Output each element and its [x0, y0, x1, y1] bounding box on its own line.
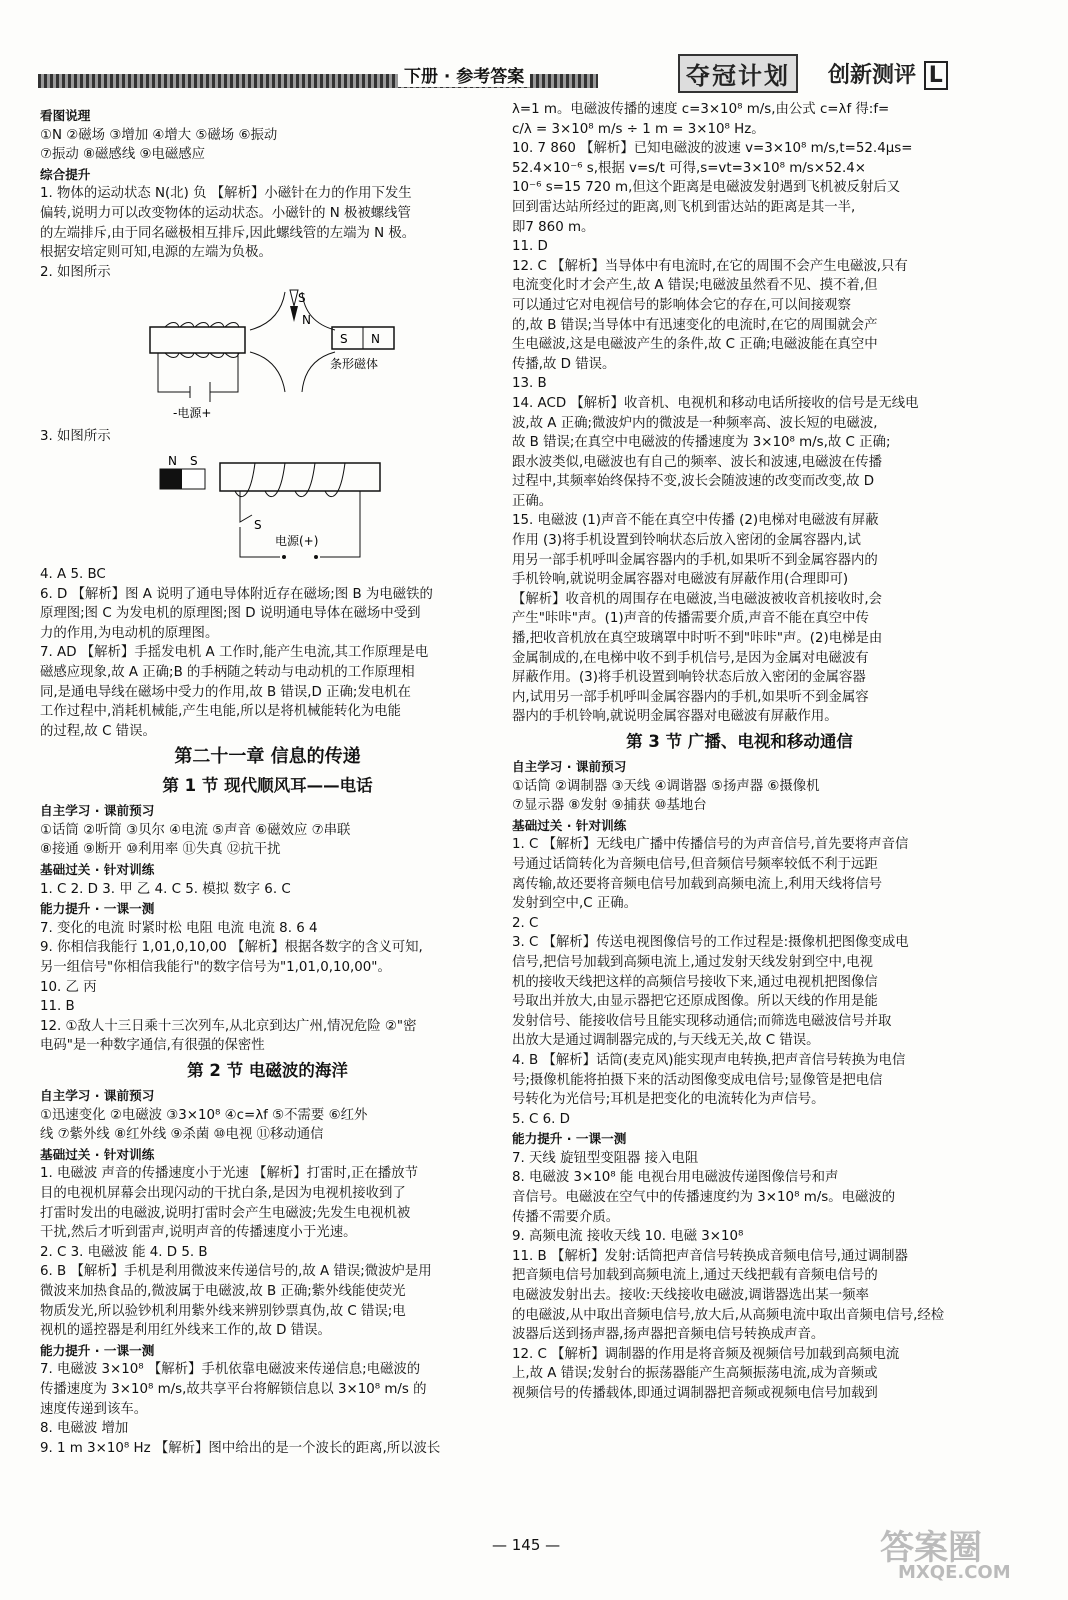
- answer-line: 屏蔽作用。(3)将手机设置到响铃状态后放入密闭的金属容器: [512, 670, 866, 686]
- magnet-n-label: N: [371, 332, 380, 347]
- page-number: — 145 —: [492, 1536, 561, 1554]
- answer-line: 播,把收音机放在真空玻璃罩中时听不到"咔咔"声。(2)电梯是由: [512, 631, 883, 647]
- section-heading: 能力提升 · 一课一测: [512, 1131, 627, 1147]
- answer-line: 波,故 A 正确;微波炉内的微波是一种频率高、波长短的电磁波,: [512, 415, 878, 431]
- answers-block-4: [40, 801, 495, 1056]
- answer-line: 偏转,说明力可以改变物体的运动状态。小磁针的 N 极被螺线管: [40, 205, 411, 221]
- answers-block-2: [40, 427, 495, 447]
- bar-magnet-caption: 条形磁体: [330, 357, 379, 372]
- section-heading: 能力提升 · 一课一测: [40, 1342, 155, 1358]
- answer-line: 3. C 【解析】传送电视图像信号的工作过程是:摄像机把图像变成电: [512, 935, 909, 951]
- answers-block-3: [40, 565, 495, 741]
- answer-line: ①迅速变化 ②电磁波 ③3×10⁸ ④c=λf ⑤不需要 ⑥红外: [40, 1107, 368, 1123]
- needle-s-label: S: [298, 291, 306, 306]
- answer-line: 传播不需要介质。: [512, 1209, 620, 1225]
- answers-block-6: [512, 100, 967, 727]
- answer-line: 微波来加热食品的,微波属于电磁波,故 B 正确;紫外线能使荧光: [40, 1283, 406, 1299]
- answer-line: 12. ①敌人十三日乘十三次列车,从北京到达广州,情况危险 ②"密: [40, 1018, 417, 1034]
- answer-line: ①N ②磁场 ③增加 ④增大 ⑤磁场 ⑥振动: [40, 127, 278, 143]
- answer-line: 把音频电信号加载到高频电流上,通过天线把载有音频电信号的: [512, 1268, 878, 1284]
- answers-block-5: [40, 1086, 495, 1458]
- answer-line: 用另一部手机呼叫金属容器内的手机,如果听不到金属容器内的: [512, 552, 878, 568]
- answer-line: 跟水波类似,电磁波也有自己的频率、波长和波速,电磁波在传播: [512, 454, 883, 470]
- answer-line: ⑧接通 ⑨断开 ⑩利用率 ⑪失真 ⑫抗干扰: [40, 842, 281, 858]
- answer-line: 力的作用,为电动机的原理图。: [40, 625, 219, 641]
- answers-block-1: [40, 106, 495, 282]
- answer-line: 产生"咔咔"声。(1)声音的传播需要介质,声音不能在真空中传: [512, 611, 869, 627]
- answer-line: 12. C 【解析】调制器的作用是将音频及视频信号加载到高频电流: [512, 1346, 900, 1362]
- answer-line: 手机铃响,就说明金属容器对电磁波有屏蔽作用(合理即可): [512, 572, 849, 588]
- answer-line: 8. 电磁波 3×10⁸ 能 电视台用电磁波传递图像信号和声: [512, 1170, 839, 1186]
- answer-line: 9. 1 m 3×10⁸ Hz 【解析】图中给出的是一个波长的距离,所以波长: [40, 1440, 441, 1456]
- answer-line: ①话筒 ②听筒 ③贝尔 ④电流 ⑤声音 ⑥磁效应 ⑦串联: [40, 822, 351, 838]
- answer-line: 视频信号的传播载体,即通过调制器把音频或视频电信号加载到: [512, 1386, 878, 1401]
- answers-block-7: [512, 757, 967, 1404]
- answer-line: 6. B 【解析】手机是利用微波来传递信号的,故 A 错误;微波炉是用: [40, 1264, 432, 1280]
- answer-line: 5. C 6. D: [512, 1111, 570, 1127]
- answer-line: 发射到空中,C 正确。: [512, 896, 637, 912]
- answer-line: 机的接收天线把这样的高频信号接收下来,通过电视机把图像信: [512, 974, 878, 990]
- answer-line: 的,故 B 错误;当导体中有迅速变化的电流时,在它的周围就会产: [512, 317, 878, 333]
- magnet-n-label-2: N: [168, 453, 177, 468]
- answer-line: 过程中,其频率始终保持不变,波长会随波速的改变而改变,故 D: [512, 474, 875, 490]
- answer-line: 发射信号、能接收信号且能实现移动通信;而筛选电磁波信号并取: [512, 1013, 892, 1029]
- answer-line: 1. 物体的运动状态 N(北) 负 【解析】小磁针在力的作用下发生: [40, 186, 412, 202]
- answer-line: 7. AD 【解析】手摇发电机 A 工作时,能产生电流,其工作原理是电: [40, 645, 429, 661]
- chapter-title: 第二十一章 信息的传递: [174, 746, 361, 768]
- answer-line: 物质发光,所以验钞机利用紫外线来辨别钞票真伪,故 C 错误;电: [40, 1303, 406, 1319]
- answer-line: 传播,故 D 错误。: [512, 356, 616, 372]
- answer-line: 7. 变化的电流 时紧时松 电阻 电流 电流 8. 6 4: [40, 920, 318, 936]
- section-heading: 综合提升: [40, 166, 91, 182]
- answer-line: 即7 860 m。: [512, 219, 595, 235]
- answer-line: 上,故 A 错误;发射台的振荡器能产生高频振荡电流,成为音频或: [512, 1366, 878, 1382]
- answer-line: 52.4×10⁻⁶ s,根据 v=s/t 可得,s=vt=3×10⁸ m/s×52.4×: [512, 160, 866, 176]
- header-title: 下册 · 参考答案: [398, 62, 530, 87]
- answer-line: 波器后送到扬声器,扬声器把音频电信号转换成声音。: [512, 1327, 825, 1343]
- section-heading: 看图说理: [40, 108, 91, 123]
- answer-line: 1. C 2. D 3. 甲 乙 4. C 5. 模拟 数字 6. C: [40, 881, 291, 897]
- answer-line: 3. 如图所示: [40, 429, 111, 445]
- answer-line: 2. C 3. 电磁波 能 4. D 5. B: [40, 1244, 208, 1260]
- watermark-logo: 答案圈: [880, 1528, 982, 1568]
- watermark-url: MXQE.COM: [898, 1562, 1011, 1583]
- answer-line: ①话筒 ②调制器 ③天线 ④调谐器 ⑤扬声器 ⑥摄像机: [512, 778, 820, 794]
- answer-line: 打雷时发出的电磁波,说明打雷时会产生电磁波;先发生电视机被: [40, 1205, 411, 1221]
- left-column: [40, 106, 495, 1458]
- answer-line: 电码"是一种数字通信,有很强的保密性: [40, 1038, 265, 1054]
- section-heading: 自主学习 · 课前预习: [512, 759, 627, 774]
- answer-line: 13. B: [512, 376, 547, 392]
- answer-line: 9. 你相信我能行 1,01,0,10,00 【解析】根据各数字的含义可知,: [40, 940, 423, 956]
- lesson-2-title: 第 2 节 电磁波的海洋: [187, 1061, 348, 1080]
- answer-line: 号;摄像机能将拍摄下来的活动图像变成电信号;显像管是把电信: [512, 1072, 883, 1088]
- answer-line: 线 ⑦紫外线 ⑧红外线 ⑨杀菌 ⑩电视 ⑪移动通信: [40, 1127, 324, 1143]
- magnet-s-label-2: S: [190, 453, 198, 468]
- answer-line: 工作过程中,消耗机械能,产生电能,所以是将机械能转化为电能: [40, 704, 401, 720]
- magnet-s-label: S: [340, 332, 348, 347]
- answer-line: 速度传递到该车。: [40, 1401, 148, 1417]
- answer-line: 7. 天线 旋钮型变阻器 接入电阻: [512, 1150, 699, 1166]
- answer-line: 11. B 【解析】发射:话筒把声音信号转换成音频电信号,通过调制器: [512, 1248, 908, 1264]
- answer-line: 磁感应现象,故 A 正确;B 的手柄随之转动与电动机的工作原理相: [40, 664, 415, 680]
- answer-line: 10. 乙 丙: [40, 979, 97, 995]
- answer-line: 同,是通电导线在磁场中受力的作用,故 B 错误,D 正确;发电机在: [40, 684, 411, 700]
- answer-line: 的过程,故 C 错误。: [40, 723, 156, 739]
- answer-line: 根据安培定则可知,电源的左端为负极。: [40, 245, 272, 261]
- page-header: [38, 58, 1028, 100]
- answer-line: λ=1 m。电磁波传播的速度 c=3×10⁸ m/s,由公式 c=λf 得:f=: [512, 102, 890, 117]
- answer-line: 另一组信号"你相信我能行"的数字信号为"1,01,0,10,00"。: [40, 960, 391, 976]
- lesson-1-title: 第 1 节 现代顺风耳——电话: [162, 776, 373, 796]
- power-source-label: -电源+: [173, 406, 212, 421]
- section-heading: 自主学习 · 课前预习: [40, 1088, 155, 1103]
- answer-line: 回到雷达站所经过的距离,则飞机到雷达站的距离是其一半,: [512, 199, 856, 215]
- answer-line: 传播速度为 3×10⁸ m/s,故共享平台将解锁信息以 3×10⁸ m/s 的: [40, 1381, 427, 1397]
- answer-line: 8. 电磁波 增加: [40, 1421, 129, 1437]
- answer-line: 11. B: [40, 999, 75, 1015]
- answer-line: 2. 如图所示: [40, 264, 111, 280]
- answer-line: 器内的手机铃响,就说明金属容器对电磁波有屏蔽作用。: [512, 709, 838, 725]
- answer-line: 7. 电磁波 3×10⁸ 【解析】手机依靠电磁波来传递信息;电磁波的: [40, 1362, 421, 1378]
- answer-line: 音信号。电磁波在空气中的传播速度约为 3×10⁸ m/s。电磁波的: [512, 1190, 896, 1206]
- answer-line: 6. D 【解析】图 A 说明了通电导体附近存在磁场;图 B 为电磁铁的: [40, 586, 433, 602]
- answer-line: 信号,把信号加载到高频电流上,通过发射天线发射到空中,电视: [512, 954, 873, 970]
- header-subtitle: 创新测评 L: [828, 58, 948, 89]
- answer-line: 离传输,故还要将音频电信号加载到高频电流上,利用天线将信号: [512, 876, 883, 892]
- answer-line: 正确。: [512, 493, 553, 509]
- answer-line: 故 B 错误;在真空中电磁波的传播速度为 3×10⁸ m/s,故 C 正确;: [512, 435, 891, 451]
- answer-line: 12. C 【解析】当导体中有电流时,在它的周围不会产生电磁波,只有: [512, 258, 908, 274]
- power-source-label-2: 电源(+): [275, 533, 319, 548]
- answer-line: 1. 电磁波 声音的传播速度小于光速 【解析】打雷时,正在播放节: [40, 1166, 418, 1182]
- right-column: [512, 100, 967, 1404]
- answer-line: 出放大是通过调制器完成的,与天线无关,故 C 错误。: [512, 1033, 820, 1049]
- answer-line: 的电磁波,从中取出音频电信号,放大后,从高频电流中取出音频电信号,经检: [512, 1307, 945, 1323]
- answer-line: 10⁻⁶ s=15 720 m,但这个距离是电磁波发射遇到飞机被反射后又: [512, 180, 901, 196]
- answer-line: 1. C 【解析】无线电广播中传播信号的为声音信号,首先要将声音信: [512, 837, 909, 853]
- answer-line: 视机的遥控器是利用红外线来工作的,故 D 错误。: [40, 1323, 331, 1339]
- answer-line: 10. 7 860 【解析】已知电磁波的波速 v=3×10⁸ m/s,t=52.4μs=: [512, 141, 913, 157]
- answer-line: 【解析】收音机的周围存在电磁波,当电磁波被收音机接收时,会: [512, 591, 883, 607]
- answer-line: 号取出并放大,由显示器把它还原成图像。所以天线的作用是能: [512, 994, 878, 1010]
- answer-line: 号通过话筒转化为音频电信号,但音频信号频率较低不利于远距: [512, 856, 878, 872]
- answer-line: 2. C: [512, 915, 539, 931]
- figure-solenoid-1: [40, 282, 495, 427]
- section-heading: 自主学习 · 课前预习: [40, 803, 155, 819]
- answer-line: 4. B 【解析】话筒(麦克风)能实现声电转换,把声音信号转换为电信: [512, 1052, 906, 1068]
- answer-line: 号转化为光信号;耳机是把变化的电流转化为声信号。: [512, 1092, 825, 1108]
- answer-line: 可以通过它对电视信号的影响体会它的存在,可以间接观察: [512, 297, 852, 313]
- answer-line: 目的电视机屏幕会出现闪动的干扰白条,是因为电视机接收到了: [40, 1185, 406, 1201]
- answer-line: 金属制成的,在电梯中收不到手机信号,是因为金属对电磁波有: [512, 650, 869, 666]
- answer-line: 生电磁波,这是电磁波产生的条件,故 C 正确;电磁波能在真空中: [512, 337, 878, 353]
- answer-line: 干扰,然后才听到雷声,说明声音的传播速度小于光速。: [40, 1225, 357, 1241]
- answer-line: 4. A 5. BC: [40, 566, 106, 582]
- figure-solenoid-2: [40, 447, 495, 565]
- answer-line: 9. 高频电流 接收天线 10. 电磁 3×10⁸: [512, 1229, 744, 1245]
- answer-line: 原理图;图 C 为发电机的原理图;图 D 说明通电导体在磁场中受到: [40, 606, 421, 622]
- answer-line: c/λ = 3×10⁸ m/s ÷ 1 m = 3×10⁸ Hz。: [512, 121, 765, 137]
- section-heading: 基础过关 · 针对训练: [40, 1146, 155, 1162]
- switch-label: S: [254, 517, 262, 532]
- section-heading: 基础过关 · 针对训练: [512, 817, 627, 833]
- answer-line: ⑦显示器 ⑧发射 ⑨捕获 ⑩基地台: [512, 798, 707, 814]
- needle-n-label: N: [302, 313, 311, 328]
- brand-logo: 夺冠计划: [678, 54, 798, 93]
- answer-line: 电磁波发射出去。接收:天线接收电磁波,调谐器选出某一频率: [512, 1288, 869, 1304]
- answer-line: 15. 电磁波 (1)声音不能在真空中传播 (2)电梯对电磁波有屏蔽: [512, 513, 879, 529]
- answer-line: 14. ACD 【解析】收音机、电视机和移动电话所接收的信号是无线电: [512, 395, 919, 411]
- answer-line: 电流变化时才会产生,故 A 错误;电磁波虽然看不见、摸不着,但: [512, 278, 878, 294]
- answer-line: 11. D: [512, 239, 548, 255]
- answer-line: 的左端排斥,由于同名磁极相互排斥,因此螺线管的左端为 N 极。: [40, 225, 416, 241]
- lesson-3-title: 第 3 节 广播、电视和移动通信: [626, 732, 853, 751]
- answer-line: 作用 (3)将手机设置到铃响状态后放入密闭的金属容器内,试: [512, 533, 861, 549]
- answer-line: ⑦振动 ⑧磁感线 ⑨电磁感应: [40, 147, 206, 163]
- edition-badge: L: [924, 61, 948, 90]
- section-heading: 能力提升 · 一课一测: [40, 901, 155, 917]
- section-heading: 基础过关 · 针对训练: [40, 862, 155, 878]
- answer-line: 内,试用另一部手机呼叫金属容器内的手机,如果听不到金属容: [512, 689, 869, 705]
